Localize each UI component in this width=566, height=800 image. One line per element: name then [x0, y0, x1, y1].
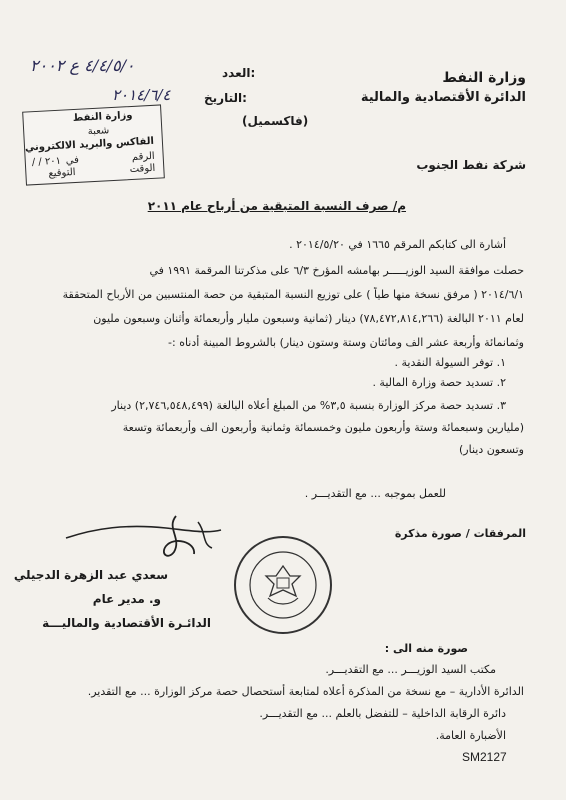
copy-recipient: الدائرة الأدارية – مع نسخة من المذكرة أعلاه لمتابعة أستحصال حصة مركز الوزارة ... مع التقدير. [87, 685, 524, 698]
body-line-4: لعام ٢٠١١ البالغة (٧٨,٤٧٢,٨١٤,٢٦٦) دينار (ثمانية وسبعون مليار وأربعمائة وأثنان وسبعون مليون [93, 312, 524, 325]
body-line-2: حصلت موافقة السيد الوزيـــــر بهامشه المؤرخ ٦/٣ على مذكرتنا المرقمة ١٩٩١ في [149, 264, 524, 277]
recipient: شركة نفط الجنوب [416, 158, 526, 172]
closing-line: للعمل بموجبه ... مع التقديـــر . [304, 487, 446, 500]
date-value: ٢٠١٤/٦/٤ [112, 86, 171, 104]
signer-department: الدائـرة الأقتصادية والماليـــة [42, 616, 211, 630]
condition-item: ٣. تسديد حصة مركز الوزارة بنسبة ٣,٥% من المبلغ أعلاه البالغة (٢,٧٤٦,٥٤٨,٤٩٩) دينار [111, 399, 506, 412]
date-label: التاريخ: [204, 91, 247, 105]
subject: م/ صرف النسبة المتبقية من أرباح عام ٢٠١١ [147, 199, 406, 213]
condition-item: ٢. تسديد حصة وزارة المالية . [372, 376, 506, 389]
fax-note: (فاكسميل) [242, 114, 309, 128]
signer-name: سعدي عبد الزهرة الدجيلي [13, 568, 168, 582]
attachments: المرفقات / صورة مذكرة [394, 527, 526, 540]
body-line-5: وثمانمائة وأربعة عشر الف ومائتان وستة وستون دينار) بالشروط المبينة أدناه :- [168, 336, 524, 349]
document-code: SM2127 [462, 750, 507, 764]
body-line-3: ٢٠١٤/٦/١ ( مرفق نسخة منها طياً ) على توزيع النسبة المتبقية من حصة المنتسبين من الأرباح المتحققة [62, 288, 524, 301]
copy-recipient: دائرة الرقابة الداخلية – للتفضل بالعلم ... مع التقديـــر. [259, 707, 506, 720]
ministry-name: وزارة النفط [442, 70, 526, 86]
copy-recipient: مكتب السيد الوزيـــر ... مع التقديـــر. [325, 663, 496, 676]
signature [56, 508, 226, 564]
condition-item: ١. توفر السيولة النقدية . [394, 356, 506, 369]
copies-heading: صورة منه الى : [384, 642, 468, 655]
official-seal [230, 532, 336, 638]
body-line-1: أشارة الى كتابكم المرقم ١٦٦٥ في ٢٠١٤/٥/٢٠ . [289, 238, 506, 251]
condition-item-cont: (مليارين وسبعمائة وستة وأربعون مليون وخمسمائة وثمانية وأربعون الف وأربعمائة وتسعة [122, 421, 524, 434]
number-label: العدد: [222, 66, 256, 80]
fax-stamp: وزارة النفط شعبة الفاكس والبريد الالكتروني الرقم الوقت في / / ٢٠١ التوقيع [22, 104, 165, 185]
department-name: الدائرة الأقتصادية والمالية [360, 90, 526, 105]
copy-recipient: الأضبارة العامة. [435, 729, 506, 742]
condition-item-cont: وتسعون دينار) [459, 443, 524, 456]
number-value: ٤/٤/٥/٠ ع ٢٠٠٢ [30, 56, 135, 75]
signer-title: و. مدير عام [92, 592, 161, 606]
